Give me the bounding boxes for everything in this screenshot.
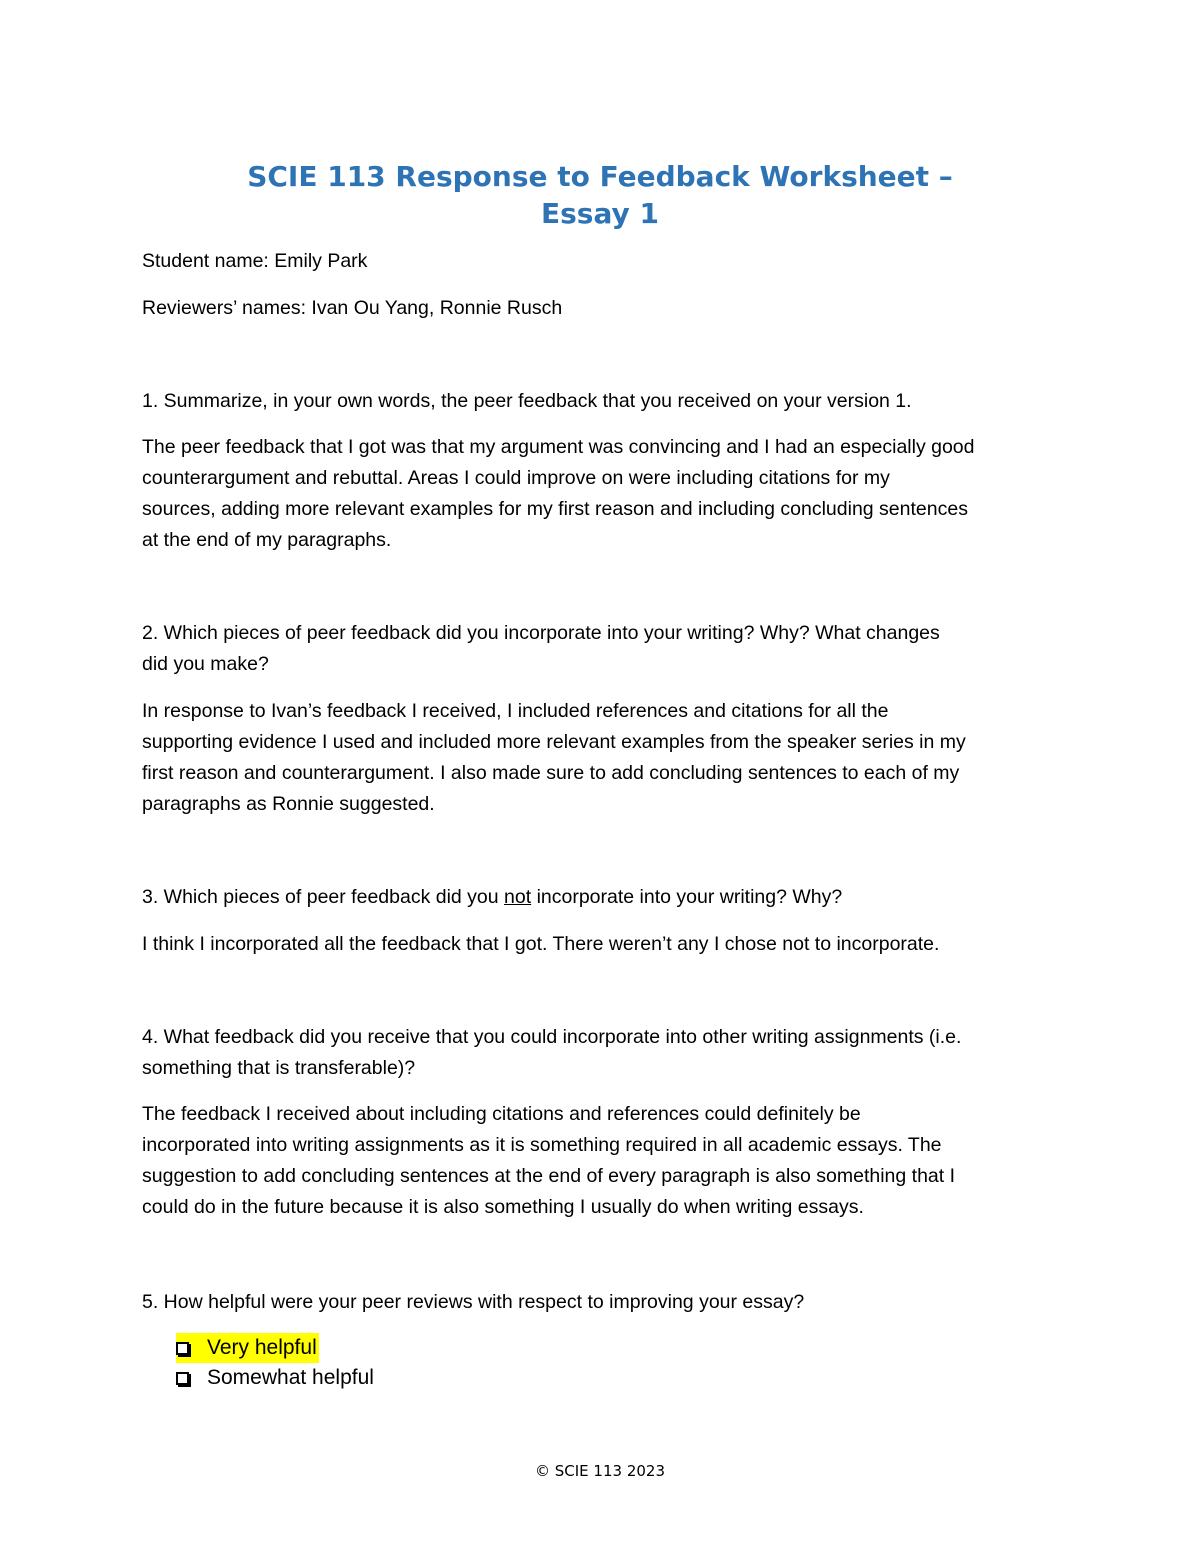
- question-5: 5. How helpful were your peer reviews with respect to improving your essay?: [142, 1291, 805, 1313]
- answer-4-line-4: could do in the future because it is also something I usually do when writing essays.: [142, 1196, 864, 1218]
- checkbox-icon[interactable]: [176, 1372, 189, 1385]
- question-2-line-2: did you make?: [142, 653, 269, 675]
- answer-1-line-1: The peer feedback that I got was that my argument was convincing and I had an especially good: [142, 436, 975, 458]
- option-very-helpful[interactable]: [176, 1333, 319, 1363]
- question-3-emphasis: not: [504, 886, 532, 908]
- answer-4-line-1: The feedback I received about including citations and references could definitely be: [142, 1103, 861, 1125]
- answer-2-line-1: In response to Ivan’s feedback I received, I included references and citations for all the: [142, 700, 889, 722]
- option-very-helpful-label: Very helpful: [207, 1336, 317, 1359]
- worksheet-title-line-1: SCIE 113 Response to Feedback Worksheet –: [247, 160, 953, 193]
- student-name: Student name: Emily Park: [142, 250, 368, 272]
- answer-2-line-2: supporting evidence I used and included more relevant examples from the speaker series in my: [142, 731, 966, 753]
- page-footer: © SCIE 113 2023: [534, 1462, 665, 1480]
- answer-4-line-3: suggestion to add concluding sentences at the end of every paragraph is also something that I: [142, 1165, 956, 1187]
- answer-1-line-3: sources, adding more relevant examples for my first reason and including concluding sentences: [142, 498, 968, 520]
- option-somewhat-helpful[interactable]: [176, 1363, 374, 1393]
- answer-1-line-4: at the end of my paragraphs.: [142, 529, 392, 551]
- answer-2-line-4: paragraphs as Ronnie suggested.: [142, 793, 435, 815]
- question-3-text-after: incorporate into your writing? Why?: [531, 886, 843, 908]
- reviewers-names: Reviewers’ names: Ivan Ou Yang, Ronnie Rusch: [142, 297, 563, 319]
- question-4-line-2: something that is transferable)?: [142, 1057, 416, 1079]
- checkbox-icon[interactable]: [176, 1342, 189, 1355]
- question-4-line-1: 4. What feedback did you receive that you could incorporate into other writing assignments (i.e.: [142, 1026, 962, 1048]
- answer-4-line-2: incorporated into writing assignments as it is something required in all academic essays. The: [142, 1134, 942, 1156]
- question-3: [142, 882, 1072, 913]
- worksheet-title-line-2: Essay 1: [541, 197, 659, 230]
- option-somewhat-helpful-label: Somewhat helpful: [207, 1366, 374, 1389]
- answer-2-line-3: first reason and counterargument. I also made sure to add concluding sentences to each of my: [142, 762, 960, 784]
- question-2-line-1: 2. Which pieces of peer feedback did you incorporate into your writing? Why? What changes: [142, 622, 940, 644]
- answer-3: I think I incorporated all the feedback that I got. There weren’t any I chose not to incorporate.: [142, 933, 940, 955]
- answer-1-line-2: counterargument and rebuttal. Areas I could improve on were including citations for my: [142, 467, 890, 489]
- question-3-text-before: 3. Which pieces of peer feedback did you: [142, 886, 505, 908]
- question-1: 1. Summarize, in your own words, the peer feedback that you received on your version 1.: [142, 390, 912, 412]
